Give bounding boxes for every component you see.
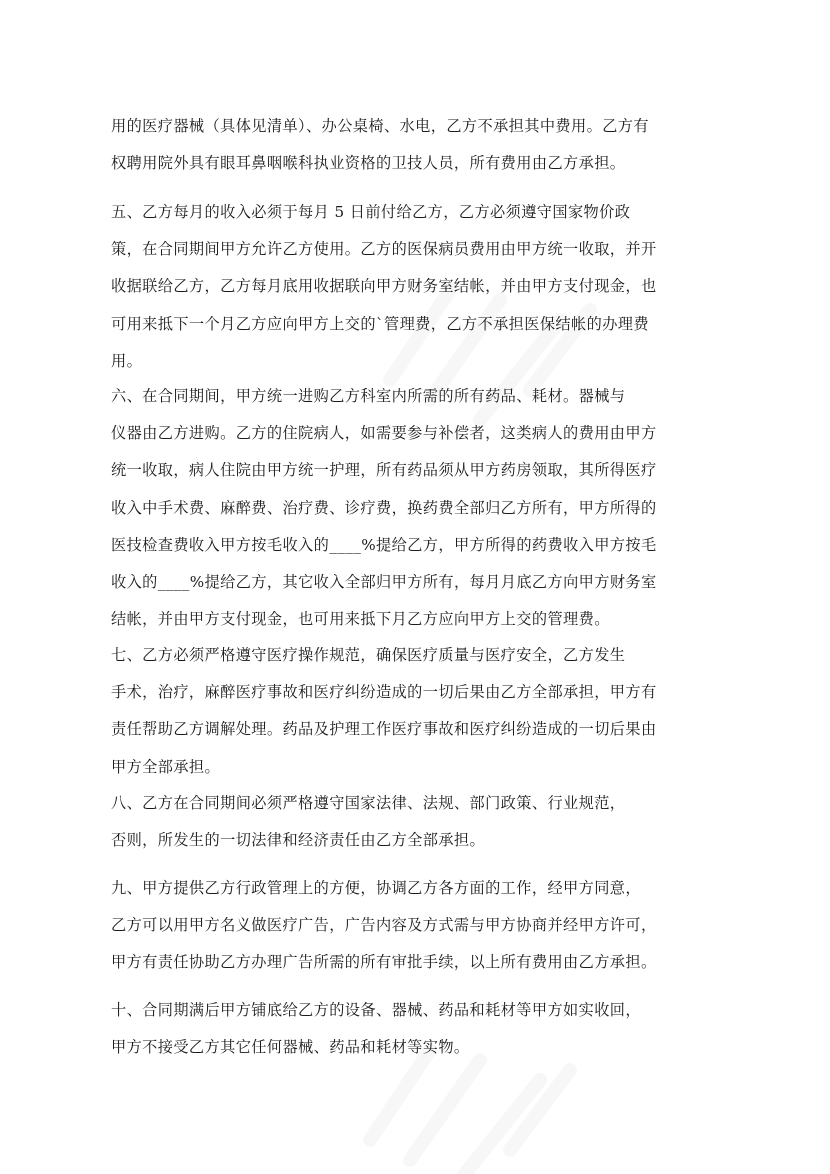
text-line: 可用来抵下一个月乙方应向甲方上交的`管理费，乙方不承担医保结帐的办理费 [111, 314, 649, 333]
text-line: 结帐，并由甲方支付现金，也可用来抵下月乙方应向甲方上交的管理费。 [111, 610, 610, 629]
text-line: 甲方全部承担。 [111, 757, 221, 776]
text-line: 用的医疗器械（具体见清单）、办公桌椅、水电，乙方不承担其中费用。乙方有 [111, 117, 649, 135]
text-line: 权聘用院外具有眼耳鼻咽喉科执业资格的卫技人员，所有费用由乙方承担。 [111, 154, 626, 173]
text-line: 手术，治疗，麻醉医疗事故和医疗纠纷造成的一切后果由乙方全部承担，甲方有 [111, 683, 657, 702]
text-line: 收据联给乙方，乙方每月底用收据联向甲方财务室结帐，并由甲方支付现金，也 [111, 277, 657, 296]
text-line: 九、甲方提供乙方行政管理上的方便，协调乙方各方面的工作，经甲方同意， [111, 879, 641, 897]
text-line: 十、合同期满后甲方铺底给乙方的设备、器械、药品和耗材等甲方如实收回， [111, 1001, 641, 1019]
text-line: 收入的____%提给乙方，其它收入全部归甲方所有，每月月底乙方向甲方财务室 [111, 573, 657, 592]
paragraph-clause-6 [111, 378, 720, 638]
text-line: 仪器由乙方进购。乙方的住院病人，如需要参与补偿者，这类病人的费用由甲方 [111, 424, 657, 443]
text-line: 七、乙方必须严格遵守医疗操作规范，确保医疗质量与医疗安全，乙方发生 [111, 646, 626, 664]
paragraph-equipment [111, 108, 720, 182]
text-line: 用。 [111, 351, 143, 370]
text-line: 医技检查费收入甲方按毛收入的____%提给乙方，甲方所得的药费收入甲方按毛 [111, 535, 657, 554]
text-line: 甲方不接受乙方其它任何器械、药品和耗材等实物。 [111, 1038, 470, 1057]
text-line: 收入中手术费、麻醉费、治疗费、诊疗费，换药费全部归乙方所有，甲方所得的 [111, 498, 657, 517]
text-line: 五、乙方每月的收入必须于每月 5 日前付给乙方，乙方必须遵守国家物价政 [111, 203, 631, 221]
paragraph-clause-9 [111, 870, 720, 982]
text-line: 甲方有责任协助乙方办理广告所需的所有审批手续，以上所有费用由乙方承担。 [111, 953, 657, 972]
paragraph-clause-10 [111, 992, 720, 1066]
text-line: 策，在合同期间甲方允许乙方使用。乙方的医保病员费用由甲方统一收取，并开 [111, 240, 657, 259]
paragraph-clause-5 [111, 194, 720, 380]
paragraph-clause-8 [111, 785, 720, 859]
text-line: 乙方可以用甲方名义做医疗广告，广告内容及方式需与甲方协商并经甲方许可， [111, 916, 657, 935]
text-line: 否则，所发生的一切法律和经济责任由乙方全部承担。 [111, 831, 486, 850]
text-line: 责任帮助乙方调解处理。药品及护理工作医疗事故和医疗纠纷造成的一切后果由 [111, 720, 657, 739]
paragraph-clause-7 [111, 637, 720, 786]
text-line: 六、在合同期间，甲方统一进购乙方科室内所需的所有药品、耗材。器械与 [111, 387, 626, 405]
text-line: 统一收取，病人住院由甲方统一护理，所有药品须从甲方药房领取，其所得医疗 [111, 461, 657, 480]
text-line: 八、乙方在合同期间必须严格遵守国家法律、法规、部门政策、行业规范， [111, 794, 626, 812]
